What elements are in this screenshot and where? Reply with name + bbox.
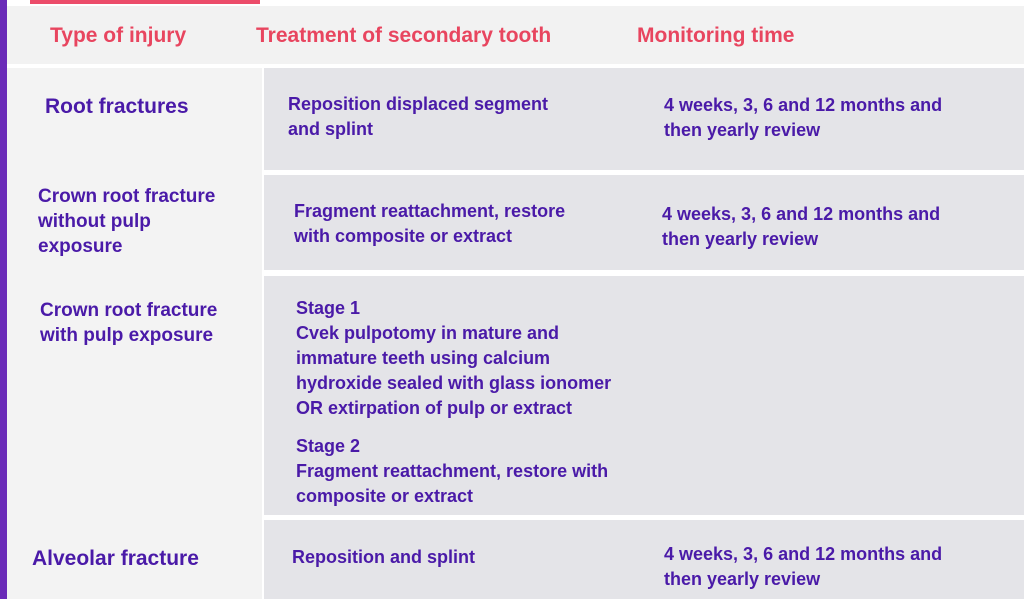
- treatment-line: immature teeth using calcium: [296, 348, 551, 368]
- injury-cell: [45, 94, 189, 119]
- treatment-block: [288, 92, 548, 142]
- treatment-line: and splint: [288, 119, 373, 139]
- injury-line: Alveolar fracture: [32, 547, 199, 570]
- treatment-line: composite or extract: [296, 486, 474, 506]
- injury-line: Root fractures: [45, 95, 189, 118]
- treatment-stage-1: [296, 296, 611, 421]
- monitoring-line: 4 weeks, 3, 6 and 12 months and: [662, 204, 941, 224]
- treatment-line: with composite or extract: [294, 226, 513, 246]
- header-monitoring-time: Monitoring time: [637, 24, 795, 47]
- top-accent-line: [30, 0, 260, 4]
- monitoring-line: then yearly review: [664, 569, 821, 589]
- treatment-line: Stage 2: [296, 436, 361, 456]
- treatment-line: Fragment reattachment, restore: [294, 201, 566, 221]
- injury-line: Crown root fracture: [40, 300, 218, 321]
- treatment-block: [292, 545, 475, 570]
- monitoring-line: 4 weeks, 3, 6 and 12 months and: [664, 95, 943, 115]
- monitoring-cell: [662, 202, 940, 252]
- treatment-cell: [292, 545, 475, 570]
- header-treatment: Treatment of secondary tooth: [256, 24, 552, 47]
- treatment-line: Stage 1: [296, 298, 361, 318]
- monitoring-cell: [664, 93, 942, 143]
- monitoring-line: then yearly review: [662, 229, 819, 249]
- monitoring-line: then yearly review: [664, 120, 821, 140]
- treatment-line: Fragment reattachment, restore with: [296, 461, 609, 481]
- treatment-line: Reposition and splint: [292, 547, 475, 567]
- treatment-line: Reposition displaced segment: [288, 94, 549, 114]
- treatment-stage-2: [296, 434, 611, 509]
- treatment-cell: [288, 92, 548, 142]
- header-type-of-injury: Type of injury: [50, 24, 187, 47]
- injury-cell: [40, 298, 217, 348]
- injury-line: without pulp: [38, 211, 151, 232]
- monitoring-line: 4 weeks, 3, 6 and 12 months and: [664, 544, 943, 564]
- treatment-cell: [294, 199, 565, 249]
- injury-line: exposure: [38, 236, 123, 257]
- treatment-line: hydroxide sealed with glass ionomer: [296, 373, 612, 393]
- treatment-line: OR extirpation of pulp or extract: [296, 398, 573, 418]
- treatment-block: [294, 199, 565, 249]
- injury-cell: [32, 546, 199, 571]
- treatment-line: Cvek pulpotomy in mature and: [296, 323, 560, 343]
- injury-line: Crown root fracture: [38, 186, 216, 207]
- left-accent-bar: [0, 0, 7, 599]
- treatment-cell: [296, 296, 611, 509]
- injury-line: with pulp exposure: [40, 325, 214, 346]
- monitoring-cell: [664, 542, 942, 592]
- injury-cell: [38, 184, 215, 259]
